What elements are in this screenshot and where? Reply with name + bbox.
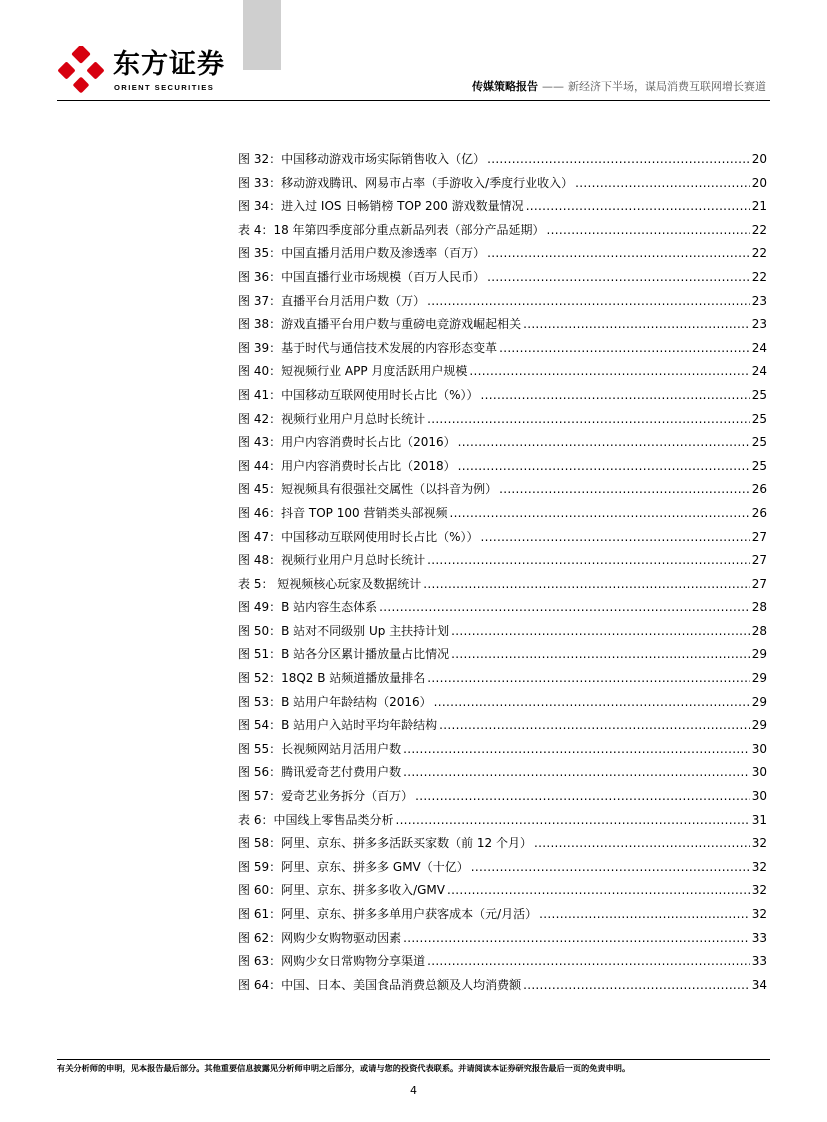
toc-entry-page: 26 xyxy=(751,505,767,520)
toc-entry[interactable] xyxy=(238,433,767,457)
toc-entry[interactable] xyxy=(238,197,767,221)
toc-entry-page: 21 xyxy=(751,199,767,214)
toc-entry-page: 27 xyxy=(751,576,767,591)
toc-entry-label: 图 34：进入过 IOS 日畅销榜 TOP 200 游戏数量情况 xyxy=(238,199,524,214)
toc-dot-leader xyxy=(458,435,750,449)
toc-entry-page: 29 xyxy=(751,647,767,662)
toc-entry-page: 25 xyxy=(751,435,767,450)
toc-entry-label: 图 61：阿里、京东、拼多多单用户获客成本（元/月活） xyxy=(238,907,538,921)
toc-entry-label: 图 54：B 站用户入站时平均年龄结构 xyxy=(238,718,438,733)
toc-entry[interactable] xyxy=(238,575,767,599)
toc-dot-leader xyxy=(427,954,750,968)
toc-entry-label: 图 47：中国移动互联网使用时长占比（%）） xyxy=(238,529,479,544)
toc-dot-leader xyxy=(523,317,750,331)
toc-dot-leader xyxy=(499,482,750,496)
toc-entry-page: 23 xyxy=(751,317,767,332)
toc-entry[interactable] xyxy=(238,881,767,905)
toc-entry[interactable] xyxy=(238,386,767,410)
toc-dot-leader xyxy=(427,671,749,685)
toc-dot-leader xyxy=(534,836,750,850)
toc-entry[interactable] xyxy=(238,740,767,764)
toc-entry[interactable] xyxy=(238,976,767,1000)
toc-entry[interactable] xyxy=(238,763,767,787)
toc-dot-leader xyxy=(451,624,750,638)
toc-entry-page: 27 xyxy=(751,529,767,544)
toc-entry-page: 32 xyxy=(751,883,767,898)
toc-entry-label: 图 64：中国、日本、美国食品消费总额及人均消费额 xyxy=(238,977,522,992)
toc-entry-label: 图 33：移动游戏腾讯、网易市占率（手游收入/季度行业收入） xyxy=(238,175,574,190)
toc-entry-label: 图 51：B 站各分区累计播放量占比情况 xyxy=(238,647,450,662)
toc-entry-label: 图 40：短视频行业 APP 月度活跃用户规模 xyxy=(238,364,468,379)
report-subtitle: 新经济下半场，谋局消费互联网增长赛道 xyxy=(568,80,766,93)
toc-entry-page: 28 xyxy=(751,600,767,615)
toc-entry-page: 34 xyxy=(751,977,767,992)
toc-entry-page: 33 xyxy=(751,930,767,945)
toc-entry-page: 30 xyxy=(751,765,767,780)
toc-entry-page: 30 xyxy=(751,789,767,804)
toc-entry[interactable] xyxy=(238,834,767,858)
toc-entry[interactable] xyxy=(238,268,767,292)
toc-entry[interactable] xyxy=(238,315,767,339)
footer-disclaimer: 有关分析师的申明，见本报告最后部分。其他重要信息披露见分析师申明之后部分，或请与您的投资代表联系。并请阅读本证券研究报告最后一页的免责申明。 xyxy=(57,1063,631,1073)
toc-entry[interactable] xyxy=(238,952,767,976)
toc-entry-page: 30 xyxy=(751,741,767,756)
toc-entry-page: 25 xyxy=(751,387,767,402)
toc-entry-page: 33 xyxy=(751,954,767,969)
toc-entry-label: 图 42：视频行业用户月总时长统计 xyxy=(238,411,426,426)
toc-dot-leader xyxy=(427,412,750,426)
toc-entry-page: 26 xyxy=(751,482,767,497)
company-logo xyxy=(57,46,227,96)
toc-entry-page: 32 xyxy=(751,907,767,921)
toc-entry[interactable] xyxy=(238,716,767,740)
toc-entry[interactable] xyxy=(238,929,767,953)
toc-entry-label: 图 49：B 站内容生态体系 xyxy=(238,600,378,615)
toc-entry-label: 图 44：用户内容消费时长占比（2018） xyxy=(238,458,456,473)
header-gray-block xyxy=(243,0,281,70)
toc-entry[interactable] xyxy=(238,480,767,504)
toc-entry-page: 29 xyxy=(751,718,767,733)
toc-entry[interactable] xyxy=(238,221,767,245)
header-dash: —— xyxy=(542,80,564,93)
toc-dot-leader xyxy=(403,765,750,779)
toc-dot-leader xyxy=(447,883,750,897)
toc-dot-leader xyxy=(481,530,750,544)
toc-entry-page: 29 xyxy=(751,694,767,709)
toc-entry-label: 图 50：B 站对不同级别 Up 主扶持计划 xyxy=(238,623,450,638)
toc-entry-label: 表 6：中国线上零售品类分析 xyxy=(238,812,394,827)
toc-entry-label: 图 55：长视频网站月活用户数 xyxy=(238,741,402,756)
toc-dot-leader xyxy=(547,223,750,237)
toc-entry[interactable] xyxy=(238,645,767,669)
toc-entry[interactable] xyxy=(238,811,767,835)
logo-company-name-en: ORIENT SECURITIES xyxy=(114,83,215,92)
toc-entry-page: 23 xyxy=(751,293,767,308)
toc-entry-label: 图 46：抖音 TOP 100 营销类头部视频 xyxy=(238,505,448,520)
toc-dot-leader xyxy=(471,860,750,874)
toc-entry-label: 图 58：阿里、京东、拼多多活跃买家数（前 12 个月） xyxy=(238,836,532,851)
toc-dot-leader xyxy=(379,600,750,614)
toc-entry-label: 图 41：中国移动互联网使用时长占比（%）） xyxy=(238,387,479,402)
toc-dot-leader xyxy=(439,718,750,732)
footer-divider xyxy=(57,1059,770,1060)
toc-entry-label: 图 39：基于时代与通信技术发展的内容形态变革 xyxy=(238,340,498,355)
toc-dot-leader xyxy=(526,199,750,213)
toc-entry[interactable] xyxy=(238,551,767,575)
toc-dot-leader xyxy=(395,813,749,827)
toc-dot-leader xyxy=(451,647,750,661)
toc-entry-page: 24 xyxy=(751,340,767,355)
toc-dot-leader xyxy=(434,695,750,709)
toc-entry-page: 28 xyxy=(751,623,767,638)
toc-dot-leader xyxy=(487,152,750,166)
toc-entry-page: 29 xyxy=(751,671,767,686)
toc-entry-label: 表 5： 短视频核心玩家及数据统计 xyxy=(238,576,422,591)
toc-entry[interactable] xyxy=(238,693,767,717)
toc-entry[interactable] xyxy=(238,457,767,481)
toc-entry-page: 25 xyxy=(751,458,767,473)
toc-entry-page: 24 xyxy=(751,364,767,379)
toc-dot-leader xyxy=(499,341,750,355)
toc-entry[interactable] xyxy=(238,292,767,316)
toc-entry[interactable] xyxy=(238,905,767,929)
toc-entry[interactable] xyxy=(238,504,767,528)
orient-securities-logo-icon xyxy=(57,46,107,96)
toc-dot-leader xyxy=(487,270,750,284)
toc-entry[interactable] xyxy=(238,598,767,622)
toc-entry-page: 22 xyxy=(751,222,767,237)
toc-entry[interactable] xyxy=(238,669,767,693)
toc-entry-label: 图 57：爱奇艺业务拆分（百万） xyxy=(238,789,414,804)
toc-dot-leader xyxy=(523,978,750,992)
toc-entry-label: 图 35：中国直播月活用户数及渗透率（百万） xyxy=(238,246,486,261)
toc-entry-label: 图 32：中国移动游戏市场实际销售收入（亿） xyxy=(238,152,486,166)
toc-dot-leader xyxy=(415,789,750,803)
toc-entry-label: 图 56：腾讯爱奇艺付费用户数 xyxy=(238,765,402,780)
toc-entry[interactable] xyxy=(238,858,767,882)
toc-dot-leader xyxy=(403,742,750,756)
toc-dot-leader xyxy=(403,931,750,945)
toc-entry-label: 图 36：中国直播行业市场规模（百万人民币） xyxy=(238,269,486,284)
report-header-title xyxy=(472,80,766,94)
toc-dot-leader xyxy=(423,577,749,591)
toc-entry-page: 25 xyxy=(751,411,767,426)
report-category: 传媒策略报告 xyxy=(472,80,538,93)
toc-dot-leader xyxy=(481,388,750,402)
toc-entry-label: 图 43：用户内容消费时长占比（2016） xyxy=(238,435,456,450)
toc-entry-page: 20 xyxy=(751,175,767,190)
toc-entry-label: 图 48：视频行业用户月总时长统计 xyxy=(238,553,426,568)
toc-entry-page: 20 xyxy=(751,152,767,166)
toc-entry[interactable] xyxy=(238,410,767,434)
toc-entry-label: 图 60：阿里、京东、拼多多收入/GMV xyxy=(238,883,445,898)
toc-entry[interactable] xyxy=(238,528,767,552)
toc-dot-leader xyxy=(575,176,750,190)
logo-company-name-cn: 东方证券 xyxy=(113,49,225,80)
toc-entry-label: 图 62：网购少女购物驱动因素 xyxy=(238,930,402,945)
toc-entry[interactable] xyxy=(238,150,767,174)
toc-entry-page: 32 xyxy=(751,836,767,851)
toc-dot-leader xyxy=(458,459,750,473)
toc-entry-page: 22 xyxy=(751,269,767,284)
toc-entry-label: 图 38：游戏直播平台用户数与重磅电竞游戏崛起相关 xyxy=(238,317,522,332)
toc-entry[interactable] xyxy=(238,362,767,386)
toc-entry-page: 22 xyxy=(751,246,767,261)
toc-entry-label: 表 4：18 年第四季度部分重点新品列表（部分产品延期） xyxy=(238,222,545,237)
header-divider xyxy=(57,100,770,101)
toc-dot-leader xyxy=(539,907,750,921)
toc-entry-label: 图 53：B 站用户年龄结构（2016） xyxy=(238,694,432,709)
toc-entry-label: 图 37：直播平台月活用户数（万） xyxy=(238,293,426,308)
toc-entry-page: 27 xyxy=(751,553,767,568)
toc-dot-leader xyxy=(427,553,750,567)
toc-dot-leader xyxy=(487,246,750,260)
toc-entry-label: 图 63：网购少女日常购物分享渠道 xyxy=(238,954,426,969)
toc-entry-label: 图 52：18Q2 B 站频道播放量排名 xyxy=(238,671,426,686)
toc-entry[interactable] xyxy=(238,339,767,363)
toc-entry[interactable] xyxy=(238,174,767,198)
page-number: 4 xyxy=(410,1084,417,1097)
toc-dot-leader xyxy=(427,294,750,308)
toc-entry-page: 32 xyxy=(751,859,767,874)
toc-dot-leader xyxy=(469,364,749,378)
toc-entry[interactable] xyxy=(238,244,767,268)
toc-entry[interactable] xyxy=(238,787,767,811)
toc-entry[interactable] xyxy=(238,622,767,646)
table-of-figures xyxy=(238,150,767,999)
toc-entry-page: 31 xyxy=(751,812,767,827)
toc-entry-label: 图 45：短视频具有很强社交属性（以抖音为例） xyxy=(238,482,498,497)
toc-entry-label: 图 59：阿里、京东、拼多多 GMV（十亿） xyxy=(238,859,469,874)
toc-dot-leader xyxy=(449,506,749,520)
